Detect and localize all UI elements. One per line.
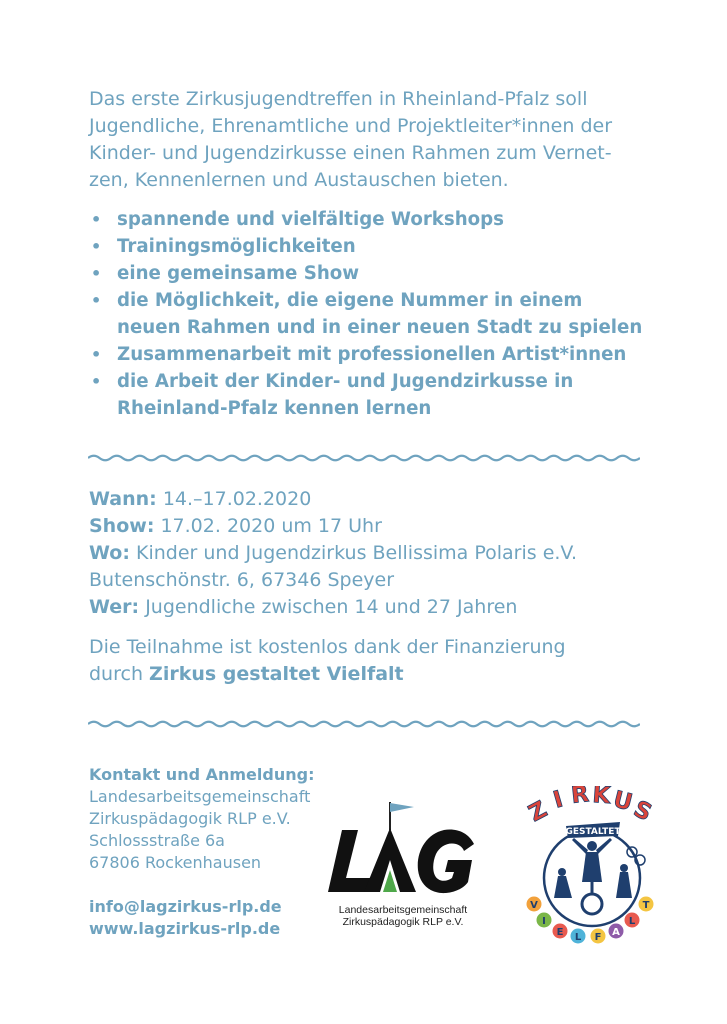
juggler-body (616, 872, 632, 898)
intro-line: Jugendliche, Ehrenamtliche und Projektleiter*innen der (89, 115, 613, 137)
vielfalt-letter: V (530, 900, 538, 911)
address-row (89, 567, 689, 594)
feature-item (89, 368, 669, 422)
audience-value: Jugendliche zwischen 14 und 27 Jahren (145, 596, 518, 618)
funding-note (89, 634, 689, 688)
feature-text: Rheinland-Pfalz kennen lernen (117, 398, 432, 419)
address-value: Butenschönstr. 6, 67346 Speyer (89, 569, 395, 591)
intro-paragraph (89, 86, 649, 194)
feature-text: eine gemeinsame Show (117, 263, 360, 284)
wave-divider (88, 450, 640, 466)
vielfalt-letters (527, 897, 654, 944)
juggler-head (620, 864, 628, 872)
feature-item (89, 233, 669, 260)
contact-street: Schlossstraße 6a (89, 831, 225, 850)
funding-line: Die Teilnahme ist kostenlos dank der Finanzierung (89, 636, 566, 658)
flag-icon (390, 803, 414, 812)
event-details (89, 486, 689, 621)
feature-item (89, 206, 669, 233)
intro-line: Kinder- und Jugendzirkusse einen Rahmen zum Vernet- (89, 142, 612, 164)
performer-head (587, 841, 597, 851)
vielfalt-letter: I (542, 916, 546, 927)
feature-text: die Möglichkeit, die eigene Nummer in einem (117, 290, 583, 311)
intro-line: Das erste Zirkusjugendtreffen in Rheinland-Pfalz soll (89, 88, 588, 110)
letter-l (328, 830, 372, 892)
email-link[interactable]: info@lagzirkus-rlp.de (89, 897, 282, 916)
contact-city: 67806 Rockenhausen (89, 853, 262, 872)
website-link[interactable]: www.lagzirkus-rlp.de (89, 919, 281, 938)
location-row (89, 540, 689, 567)
feature-item (89, 260, 669, 287)
feature-item (89, 287, 669, 341)
contact-org: Landesarbeitsgemeinschaft (89, 787, 311, 806)
zirkus-top-letters (525, 786, 656, 827)
zirkus-letter: R (569, 786, 591, 809)
vielfalt-letter: L (628, 916, 636, 927)
location-label: Wo: (89, 542, 130, 564)
acrobat-body (554, 876, 572, 898)
lag-logo-mark (328, 800, 478, 904)
feature-text: die Arbeit der Kinder- und Jugendzirkusse in (117, 371, 574, 392)
logo-middle-word: GESTALTET (565, 827, 621, 837)
feature-text: Trainingsmöglichkeiten (117, 236, 356, 257)
feature-text: Zusammenarbeit mit professionellen Artist*innen (117, 344, 627, 365)
show-row (89, 513, 689, 540)
performer-body (582, 852, 602, 882)
zirkus-letter: K (591, 786, 612, 810)
feature-list (89, 206, 669, 422)
zirkus-letter: U (610, 786, 635, 817)
feature-item (89, 341, 669, 368)
audience-label: Wer: (89, 596, 140, 618)
unicycle-wheel (582, 894, 602, 914)
location-value: Kinder und Jugendzirkus Bellissima Polaris e.V. (135, 542, 578, 564)
vielfalt-letter: L (574, 932, 582, 943)
acrobat-head (558, 868, 566, 876)
show-value: 17.02. 2020 um 17 Uhr (160, 515, 382, 537)
feature-text: spannende und vielfältige Workshops (117, 209, 505, 230)
audience-row (89, 594, 689, 621)
zirkus-letter: Z (524, 796, 552, 828)
zirkus-logo-mark (520, 786, 664, 946)
contact-heading: Kontakt und Anmeldung: (89, 765, 315, 784)
feature-text: neuen Rahmen und in einer neuen Stadt zu spielen (117, 317, 643, 338)
zirkus-letter: I (550, 786, 566, 814)
wave-line (88, 722, 640, 727)
contact-links (89, 896, 349, 940)
lag-logo (328, 800, 478, 930)
zirkus-letter: S (629, 796, 656, 827)
funding-program: Zirkus gestaltet Vielfalt (149, 663, 404, 685)
lag-caption-line: Zirkuspädagogik RLP e.V. (342, 916, 464, 928)
contact-org: Zirkuspädagogik RLP e.V. (89, 809, 291, 828)
intro-line: zen, Kennenlernen und Austauschen bieten. (89, 169, 509, 191)
vielfalt-letter: T (642, 900, 650, 911)
vielfalt-letter: A (612, 927, 620, 938)
date-label: Wann: (89, 488, 157, 510)
wave-line (88, 456, 640, 461)
lag-caption (328, 904, 478, 928)
performer-figures (554, 838, 632, 914)
date-value: 14.–17.02.2020 (162, 488, 312, 510)
letter-g (418, 830, 474, 894)
vielfalt-letter: E (556, 927, 564, 938)
funding-line: durch (89, 663, 143, 685)
show-label: Show: (89, 515, 155, 537)
vielfalt-letter: F (594, 932, 602, 943)
contact-block (89, 764, 349, 940)
wave-divider (88, 716, 640, 732)
lag-caption-line: Landesarbeitsgemeinschaft (338, 904, 468, 916)
zirkus-gestaltet-vielfalt-logo (520, 786, 664, 946)
date-row (89, 486, 689, 513)
